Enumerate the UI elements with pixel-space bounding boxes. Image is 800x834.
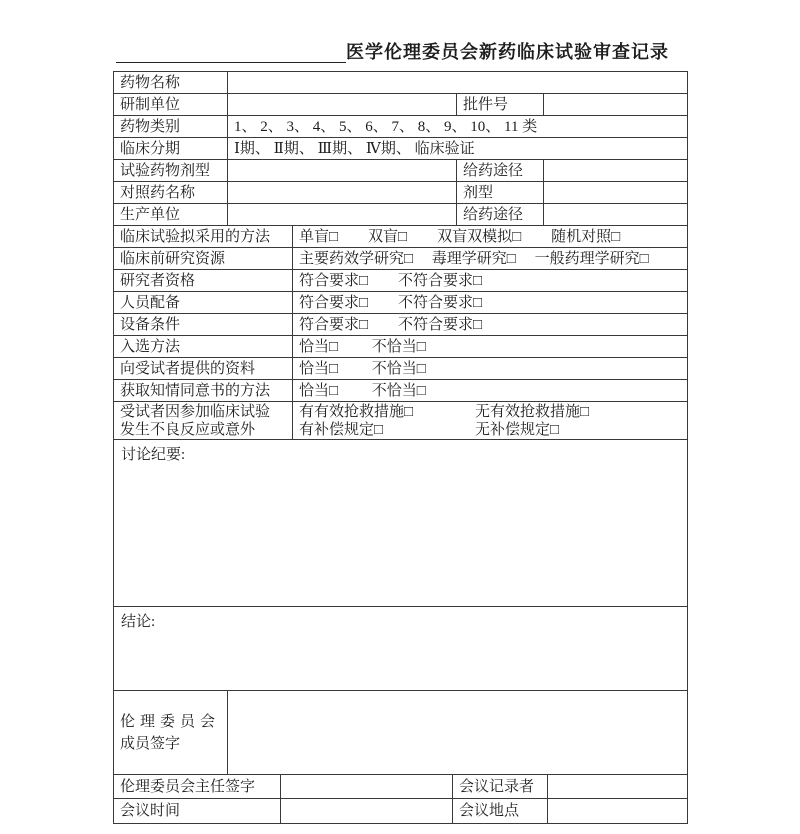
- control-dosage-form-label: 剂型: [457, 182, 544, 203]
- preclinical-research-label: 临床前研究资源: [114, 248, 293, 269]
- investigator-qualification-options: 符合要求□ 不符合要求□: [299, 272, 483, 289]
- review-form-table: [113, 71, 688, 824]
- adverse-event-options: [293, 402, 687, 439]
- adverse-event-label: 受试者因参加临床试验 发生不良反应或意外: [114, 402, 293, 439]
- manufacturer-value-cell: [228, 204, 457, 225]
- committee-member-signatures-label: 伦理委员会 成员签字: [114, 691, 228, 774]
- developer-unit-value-cell: [228, 94, 457, 115]
- clinical-phase-value-cell: Ⅰ期、 Ⅱ期、 Ⅲ期、 Ⅳ期、 临床验证: [234, 140, 475, 157]
- drug-category-label: 药物类别: [114, 116, 228, 137]
- approval-number-value-cell: [544, 94, 687, 115]
- staffing-options: 符合要求□ 不符合要求□: [299, 294, 483, 311]
- conclusion-label: 结论:: [121, 614, 156, 630]
- discussion-minutes-section: [114, 440, 687, 607]
- row-committee-member-signatures: [114, 691, 687, 775]
- row-equipment-condition: [114, 314, 687, 336]
- conclusion-section: [114, 607, 687, 691]
- row-trial-method: [114, 226, 687, 248]
- rescue-measures-no-option: 无有效抢救措施□: [475, 403, 590, 420]
- staffing-label: 人员配备: [114, 292, 293, 313]
- administration-route-2-value-cell: [544, 204, 687, 225]
- row-enrollment-method: [114, 336, 687, 358]
- row-investigator-qualification: [114, 270, 687, 292]
- clinical-phase-label: 临床分期: [114, 138, 228, 159]
- row-clinical-phase: [114, 138, 687, 160]
- drug-name-label: 药物名称: [114, 72, 228, 93]
- enrollment-method-label: 入选方法: [114, 336, 293, 357]
- meeting-time-label: 会议时间: [114, 799, 281, 823]
- row-adverse-event-measures: [114, 402, 687, 440]
- row-chairman-signature: [114, 775, 687, 799]
- drug-category-value-cell: 1、 2、 3、 4、 5、 6、 7、 8、 9、 10、 11 类: [234, 118, 538, 135]
- compensation-no-option: 无补偿规定□: [475, 421, 560, 438]
- developer-unit-label: 研制单位: [114, 94, 228, 115]
- subject-information-label: 向受试者提供的资料: [114, 358, 293, 379]
- administration-route-2-label: 给药途径: [457, 204, 544, 225]
- title-blank-line: [116, 43, 346, 63]
- row-trial-drug-dosage-form: [114, 160, 687, 182]
- trial-method-label: 临床试验拟采用的方法: [114, 226, 293, 247]
- row-drug-category: [114, 116, 687, 138]
- discussion-minutes-label: 讨论纪要:: [121, 447, 186, 463]
- equipment-condition-options: 符合要求□ 不符合要求□: [299, 316, 483, 333]
- page-title-row: [116, 42, 691, 63]
- meeting-location-value-cell: [548, 799, 687, 823]
- row-preclinical-research: [114, 248, 687, 270]
- trial-method-options: 单盲□ 双盲□ 双盲双模拟□ 随机对照□: [299, 228, 621, 245]
- administration-route-value-cell: [544, 160, 687, 181]
- equipment-condition-label: 设备条件: [114, 314, 293, 335]
- administration-route-label: 给药途径: [457, 160, 544, 181]
- row-meeting-time: [114, 799, 687, 823]
- row-staffing: [114, 292, 687, 314]
- chairman-signature-label: 伦理委员会主任签字: [114, 775, 281, 798]
- page-title: 医学伦理委员会新药临床试验审查记录: [346, 42, 669, 62]
- rescue-measures-yes-option: 有有效抢救措施□: [299, 403, 414, 420]
- preclinical-research-options: 主要药效学研究□ 毒理学研究□ 一般药理学研究□: [299, 250, 649, 267]
- trial-drug-dosage-form-value-cell: [228, 160, 457, 181]
- control-dosage-form-value-cell: [544, 182, 687, 203]
- informed-consent-method-options: 恰当□ 不恰当□: [299, 382, 426, 399]
- meeting-time-value-cell: [281, 799, 453, 823]
- row-control-drug-name: [114, 182, 687, 204]
- subject-information-options: 恰当□ 不恰当□: [299, 360, 426, 377]
- row-informed-consent-method: [114, 380, 687, 402]
- investigator-qualification-label: 研究者资格: [114, 270, 293, 291]
- control-drug-name-value-cell: [228, 182, 457, 203]
- row-developer-unit: [114, 94, 687, 116]
- meeting-recorder-label: 会议记录者: [453, 775, 548, 798]
- approval-number-label: 批件号: [457, 94, 544, 115]
- informed-consent-method-label: 获取知情同意书的方法: [114, 380, 293, 401]
- row-drug-name: [114, 72, 687, 94]
- chairman-signature-value-cell: [281, 775, 453, 798]
- meeting-location-label: 会议地点: [453, 799, 548, 823]
- compensation-yes-option: 有补偿规定□: [299, 421, 384, 438]
- manufacturer-label: 生产单位: [114, 204, 228, 225]
- trial-drug-dosage-form-label: 试验药物剂型: [114, 160, 228, 181]
- meeting-recorder-value-cell: [548, 775, 687, 798]
- control-drug-name-label: 对照药名称: [114, 182, 228, 203]
- drug-name-value-cell: [228, 72, 687, 93]
- committee-member-signatures-cell: [228, 691, 687, 774]
- row-subject-information: [114, 358, 687, 380]
- enrollment-method-options: 恰当□ 不恰当□: [299, 338, 426, 355]
- row-manufacturer: [114, 204, 687, 226]
